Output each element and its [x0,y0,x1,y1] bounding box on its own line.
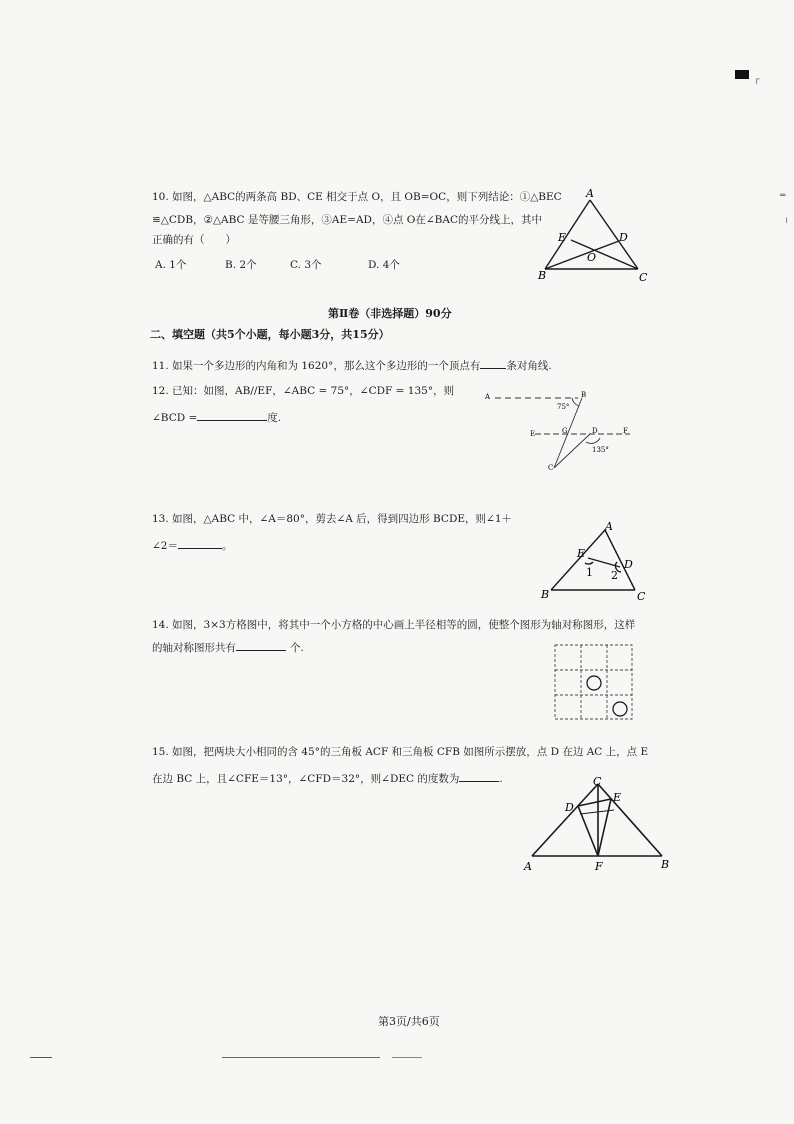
circle-bottom-right [613,702,627,716]
section2-title: 第Ⅱ卷（非选择题）90分 [328,307,452,320]
side-char: ╵ [784,219,790,229]
label-e: E [558,231,567,244]
margin-mark [735,70,749,79]
circle-middle [587,676,601,690]
angle-2: 2 [611,569,618,582]
q10-triangle-figure [535,185,655,285]
label-e: E [530,430,536,438]
q15-line1: 15. 如图，把两块大小相同的含 45°的三角板 ACF 和三角板 CFB 如图所示摆放，点 D 在边 AC 上，点 E [152,746,649,758]
q13-blank [178,538,222,549]
q13-line2-after: 。 [221,540,233,552]
q10-option-d: D. 4个 [368,259,400,271]
label-e: E [577,547,586,560]
q11-blank [480,358,506,369]
label-b: B [661,858,670,871]
q14-grid-figure [553,643,635,721]
q14-line1: 14. 如图，3×3方格图中，将其中一个小方格的中心画上半径相等的圆，使整个图形为轴对称图形，这样 [152,619,636,631]
q15-triangles-figure [520,772,680,877]
side-char: ┌ [754,75,760,85]
angle-75: 75° [557,403,570,411]
label-a: A [524,860,532,873]
label-f: F [623,427,628,435]
q12-line2-before: ∠BCD = [152,412,198,424]
q15-blank [459,771,499,782]
q14-blank [236,640,286,651]
label-d: D [592,427,598,435]
label-a: A [586,187,594,200]
label-e: E [613,791,622,804]
q15-line2 [152,771,503,786]
q11-text-before: 11. 如果一个多边形的内角和为 1620°，那么这个多边形的一个顶点有 [152,360,481,372]
label-d: D [624,558,633,571]
q10-option-a: A. 1个 [155,259,187,271]
q14-line2-after: 个. [290,642,304,654]
q10-option-c: C. 3个 [290,259,322,271]
label-d: D [619,231,628,244]
label-g: G [562,427,568,435]
scan-line [392,1057,422,1058]
q12-line1: 12. 已知：如图，AB//EF，∠ABC = 75°，∠CDF = 135°，则 [152,385,455,397]
angle-135: 135° [592,446,609,454]
label-a: A [485,393,491,401]
q11-text [152,358,552,373]
q10-option-b: B. 2个 [225,259,257,271]
q13-line2 [152,538,232,553]
section2-heading: 二、填空题（共5个小题，每小题3分，共15分） [150,328,390,341]
q12-parallel-lines-figure [480,386,640,481]
q13-line1: 13. 如图，△ABC 中，∠A＝80°，剪去∠A 后，得到四边形 BCDE，则∠1＋ [152,513,513,525]
label-b: B [538,269,547,282]
scan-line [222,1057,380,1058]
q14-line2 [152,640,304,655]
q10-line2: ≌△CDB，②△ABC 是等腰三角形，③AE=AD，④点 O在∠BAC的平分线上，其中 [152,214,543,226]
scan-line [30,1057,52,1058]
q11-text-after: 条对角线. [506,360,552,372]
q10-line3: 正确的有（ ） [152,234,236,246]
q14-line2-before: 的轴对称图形共有 [152,642,236,654]
q13-line2-before: ∠2＝ [152,540,178,552]
q12-blank [197,410,267,421]
q15-line2-before: 在边 BC 上，且∠CFE＝13°，∠CFD＝32°，则∠DEC 的度数为 [152,773,460,785]
q12-line2 [152,410,281,425]
page-footer: 第3页/共6页 [378,1015,440,1028]
angle-1: 1 [586,566,593,579]
q10-line1: 10. 如图，△ABC的两条高 BD、CE 相交于点 O，且 OB=OC，则下列结论：①△BEC [152,191,562,203]
label-c: C [593,775,602,788]
label-a: A [605,520,613,533]
label-f: F [595,860,603,873]
label-c: C [637,590,646,600]
label-c: C [548,464,554,472]
q12-line2-after: 度. [267,412,282,424]
side-char: ═ [780,191,786,201]
label-b: B [581,391,587,399]
q13-triangle-figure [535,520,650,600]
q15-line2-after: . [499,773,503,785]
label-o: O [587,251,597,264]
label-b: B [541,588,550,600]
label-c: C [639,271,648,284]
label-d: D [565,801,574,814]
